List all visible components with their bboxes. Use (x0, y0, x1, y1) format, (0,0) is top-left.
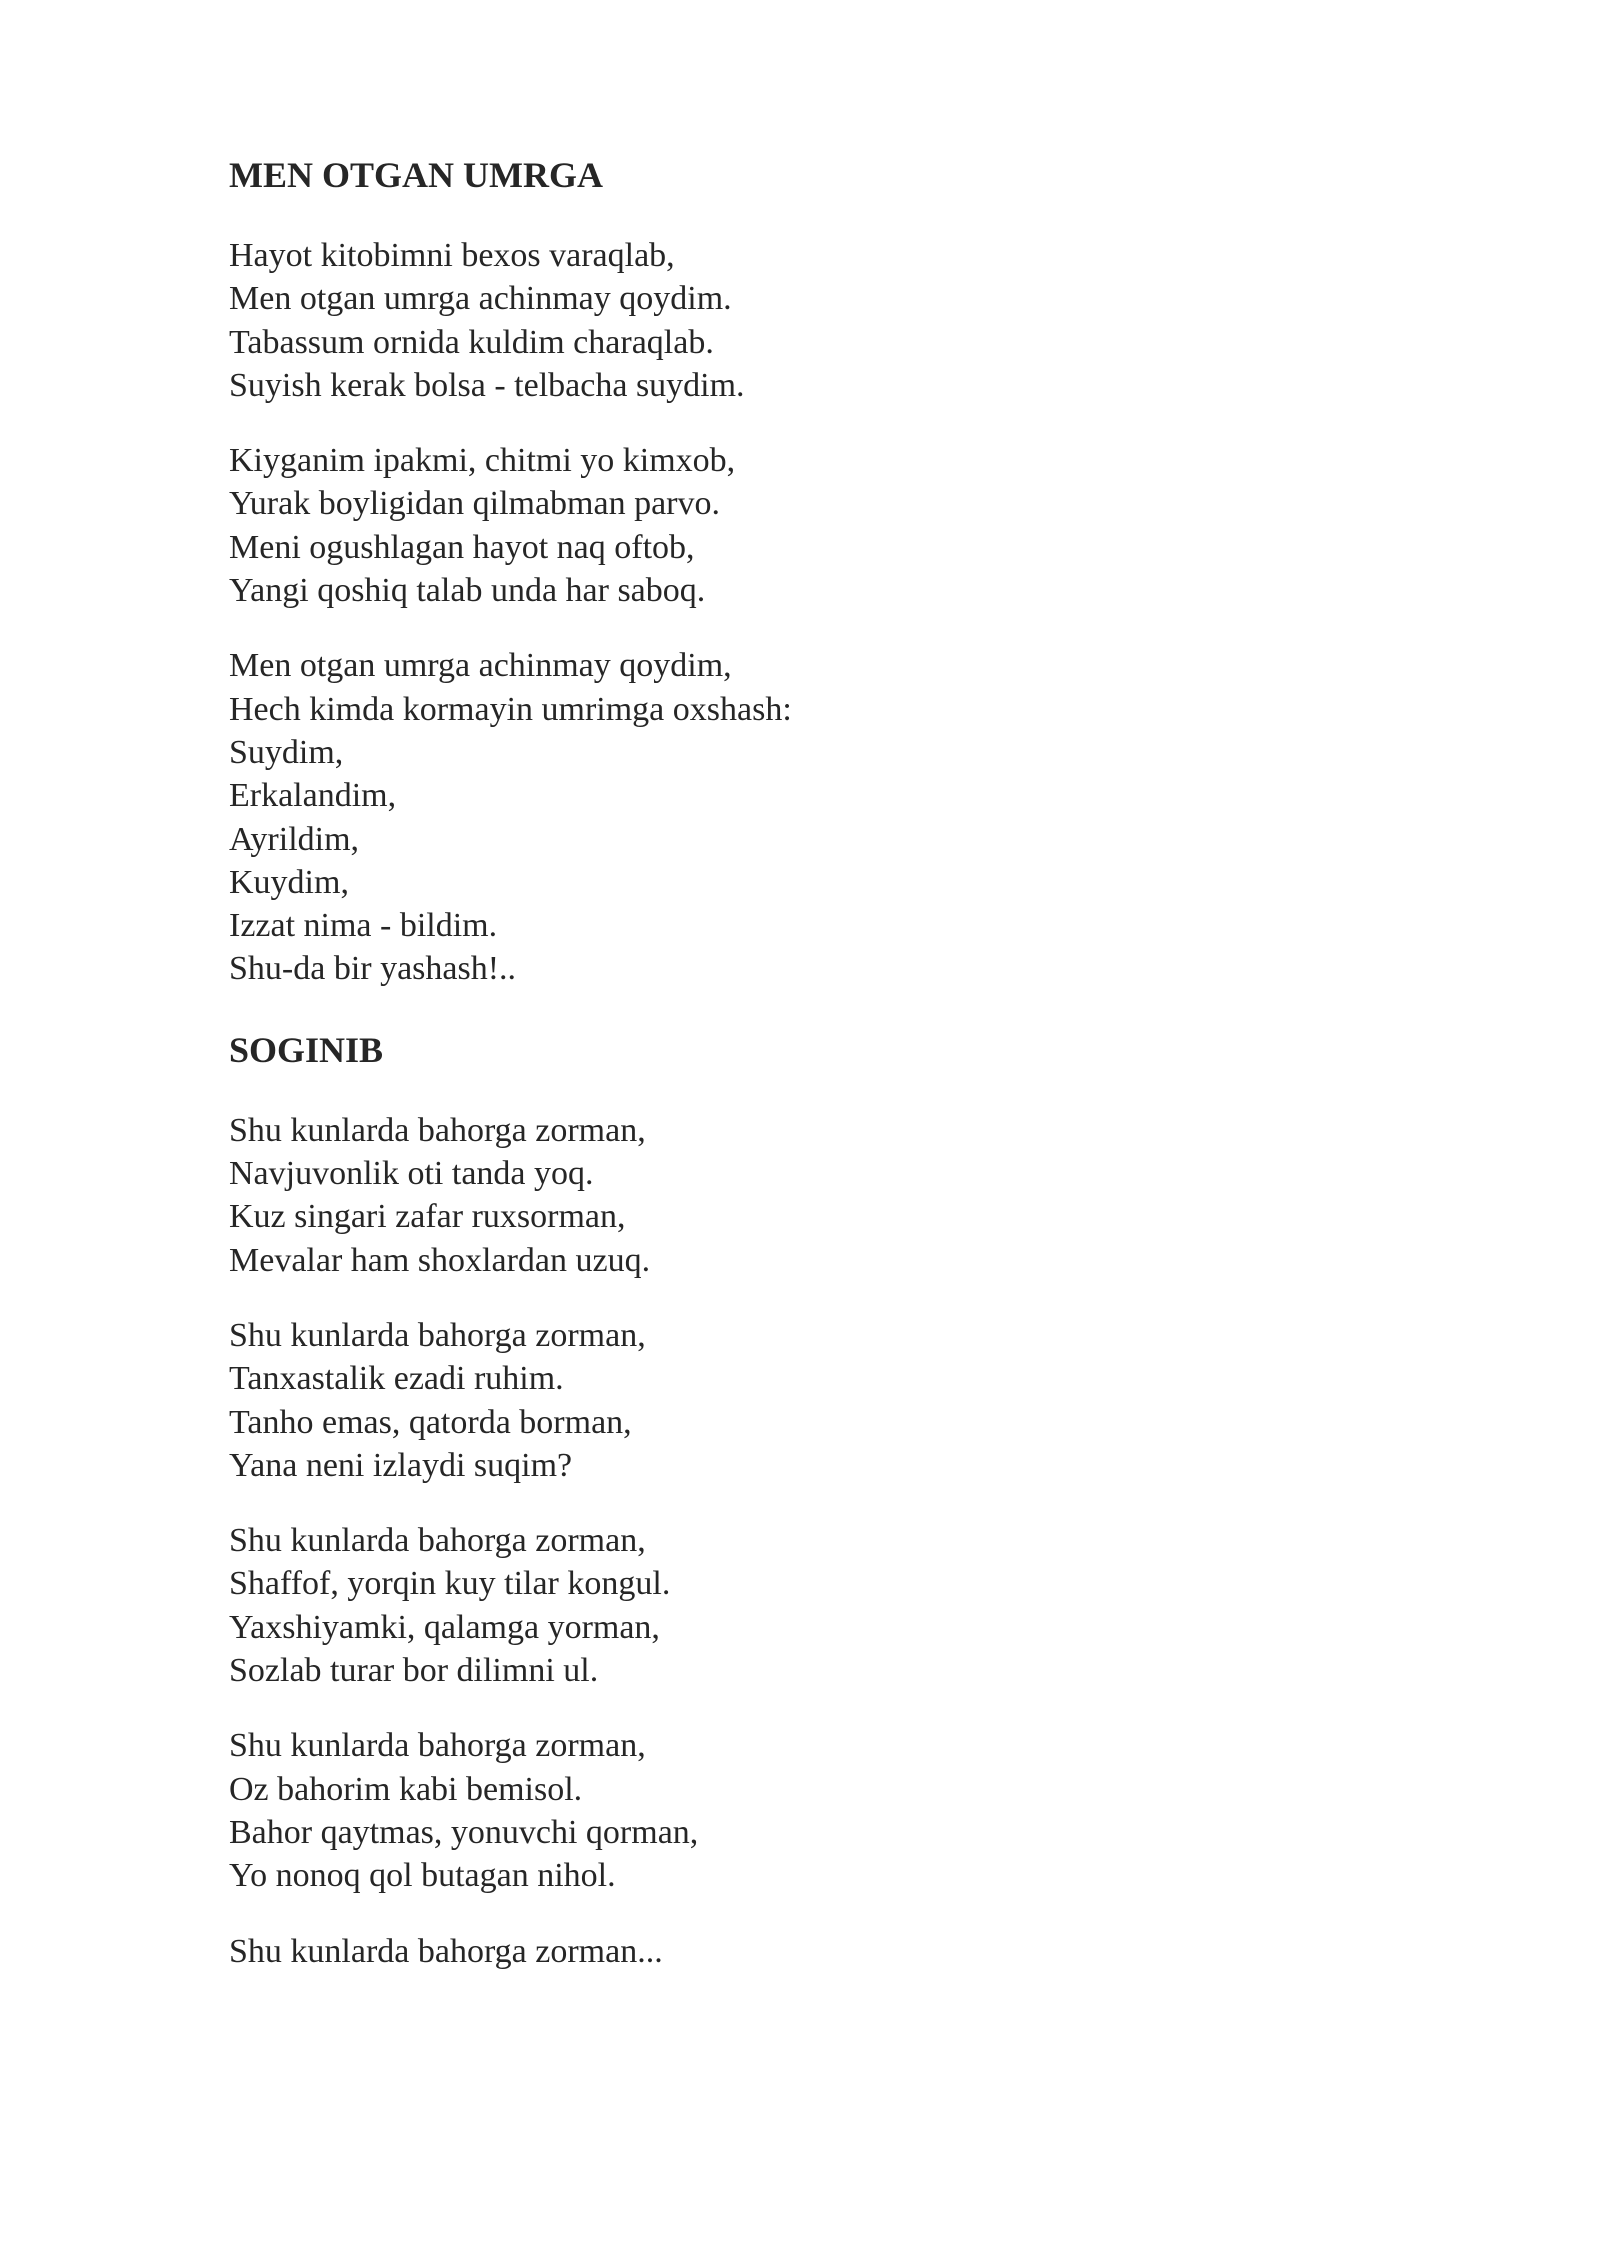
document-content (229, 148, 1429, 1973)
poem-title: MEN OTGAN UMRGA (229, 155, 603, 195)
poem-line: Yo nonoq qol butagan nihol. (229, 1857, 616, 1895)
poem-line: Sozlab turar bor dilimni ul. (229, 1652, 599, 1690)
poem-line: Shaffof, yorqin kuy tilar kongul. (229, 1565, 671, 1603)
poem-line: Yurak boyligidan qilmabman parvo. (229, 485, 721, 523)
poem-line: Shu kunlarda bahorga zorman, (229, 1727, 646, 1765)
poem-line: Kuz singari zafar ruxsorman, (229, 1198, 626, 1236)
poem-line: Suyish kerak bolsa - telbacha suydim. (229, 366, 745, 404)
stanza (229, 1314, 1429, 1487)
poem-line: Meni ogushlagan hayot naq oftob, (229, 528, 695, 566)
stanza (229, 644, 1429, 990)
poem-line: Shu kunlarda bahorga zorman, (229, 1111, 646, 1149)
stanza (229, 439, 1429, 612)
stanza (229, 1724, 1429, 1897)
poem-line: Bahor qaytmas, yonuvchi qorman, (229, 1813, 699, 1851)
poem-line: Yaxshiyamki, qalamga yorman, (229, 1608, 660, 1646)
poem-line: Men otgan umrga achinmay qoydim, (229, 647, 732, 685)
poem-line: Oz bahorim kabi bemisol. (229, 1770, 583, 1808)
poem-title: SOGINIB (229, 1029, 384, 1070)
poem-line: Tanho emas, qatorda borman, (229, 1403, 632, 1441)
poem-line: Yana neni izlaydi suqim? (229, 1446, 573, 1484)
poem-soginib (229, 1023, 1429, 1973)
poem-line: Ayrildim, (229, 820, 360, 858)
stanza (229, 1930, 1429, 1973)
poem-line: Men otgan umrga achinmay qoydim. (229, 280, 732, 318)
poem-line: Hech kimda kormayin umrimga oxshash: (229, 690, 792, 728)
poem-line: Mevalar ham shoxlardan uzuq. (229, 1241, 651, 1279)
poem-line: Kuydim, (229, 863, 349, 901)
stanza (229, 1109, 1429, 1282)
poem-line: Erkalandim, (229, 777, 397, 815)
poem-line: Shu-da bir yashash!.. (229, 950, 517, 988)
poem-line: Yangi qoshiq talab unda har saboq. (229, 572, 706, 610)
poem-line: Kiyganim ipakmi, chitmi yo kimxob, (229, 442, 736, 480)
stanza (229, 1519, 1429, 1692)
poem-line: Izzat nima - bildim. (229, 907, 498, 945)
poem-line: Tabassum ornida kuldim charaqlab. (229, 323, 714, 361)
poem-line: Shu kunlarda bahorga zorman, (229, 1522, 646, 1560)
poem-line: Shu kunlarda bahorga zorman, (229, 1316, 646, 1354)
poem-line: Suydim, (229, 733, 344, 771)
poem-line: Shu kunlarda bahorga zorman... (229, 1932, 663, 1970)
stanza (229, 234, 1429, 407)
poem-line: Navjuvonlik oti tanda yoq. (229, 1155, 594, 1193)
poem-men-otgan-umrga (229, 148, 1429, 991)
poem-line: Tanxastalik ezadi ruhim. (229, 1360, 564, 1398)
poem-line: Hayot kitobimni bexos varaqlab, (229, 237, 675, 274)
